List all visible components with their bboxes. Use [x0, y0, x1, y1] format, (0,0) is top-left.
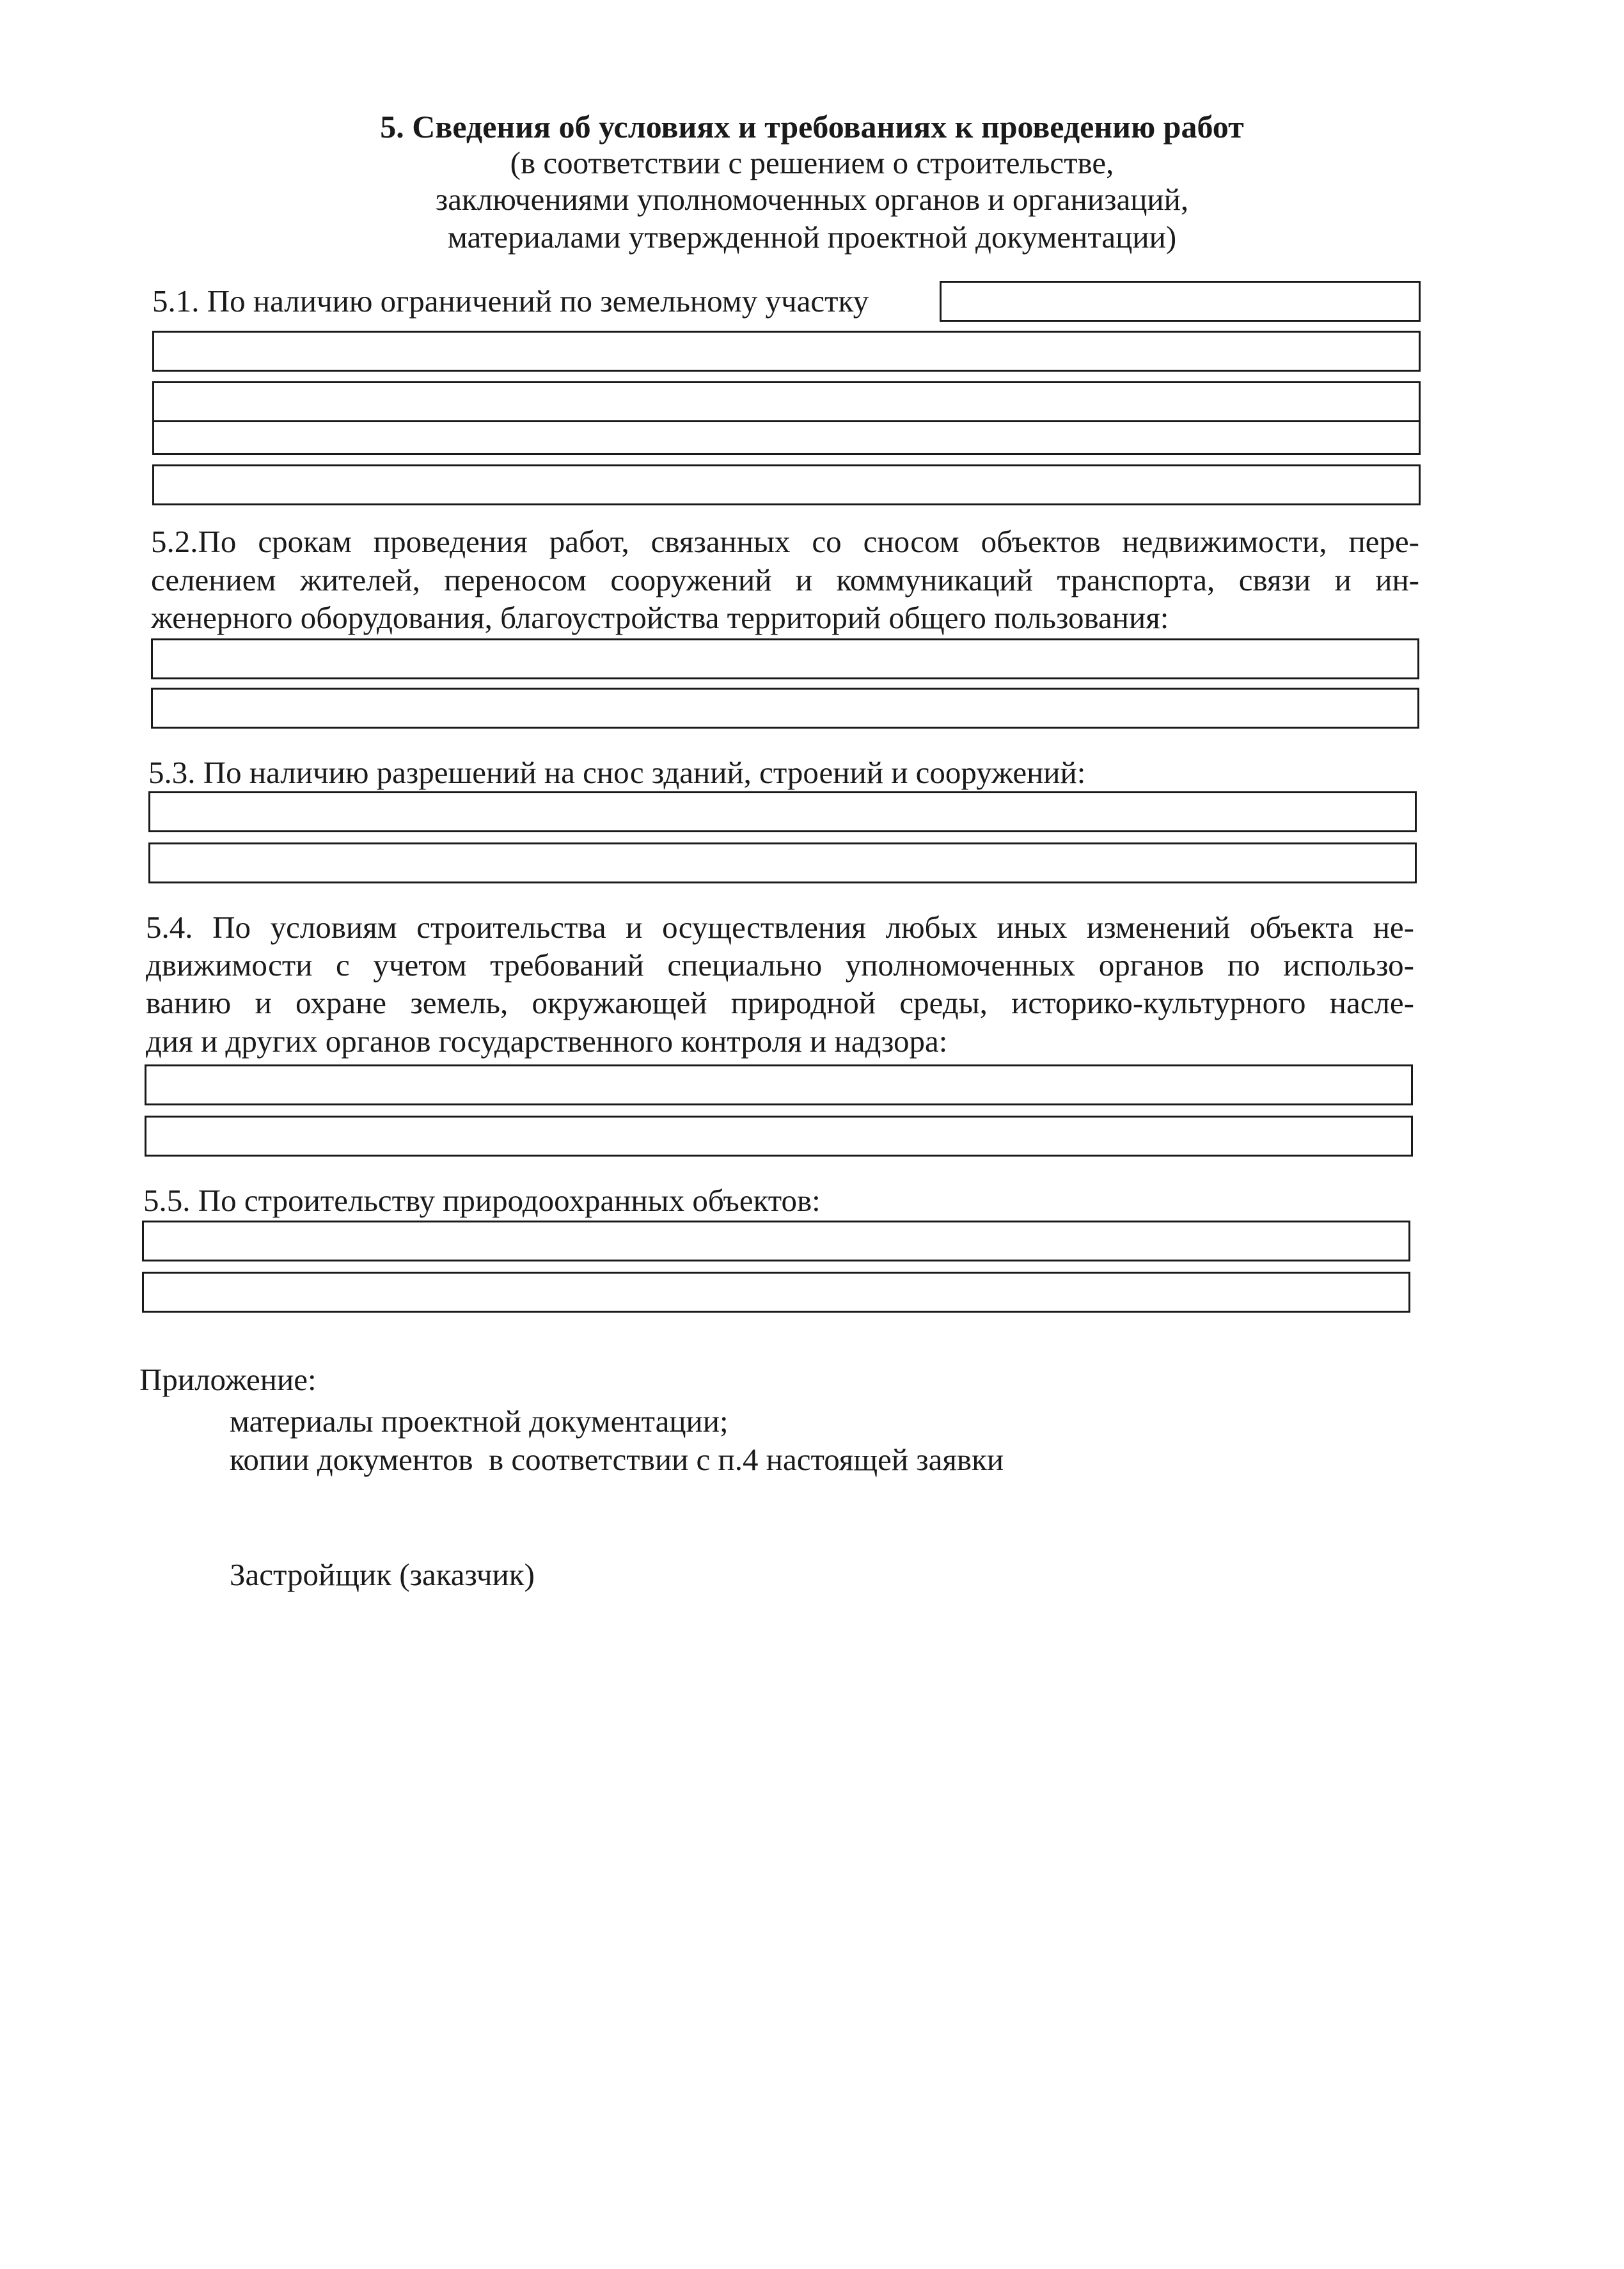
section-5-2-line-1: 5.2.По срокам проведения работ, связанных со сносом объектов недвижимости, пере-: [151, 524, 1419, 559]
section-5-5-field-2[interactable]: [142, 1272, 1410, 1313]
section-5-2-line-2: селением жителей, переносом сооружений и коммуникаций транспорта, связи и ин-: [151, 562, 1419, 597]
section-5-4-line-2: движимости с учетом требований специально уполномоченных органов по использо-: [146, 947, 1414, 983]
section-5-2-line-3: женерного оборудования, благоустройства территорий общего пользования:: [151, 600, 1169, 635]
section-5-5-label: 5.5. По строительству природоохранных объектов:: [143, 1183, 821, 1218]
section-5-1-field-4[interactable]: [152, 464, 1421, 505]
section-5-1-label: 5.1. По наличию ограничений по земельному участку: [152, 283, 869, 319]
appendix-label: Приложение:: [139, 1362, 317, 1397]
section-5-4-line-3: ванию и охране земель, окружающей природной среды, историко-культурного насле-: [146, 985, 1414, 1020]
section-title: 5. Сведения об условиях и требованиях к проведению работ: [380, 109, 1244, 145]
section-5-1-field-inline[interactable]: [940, 281, 1421, 322]
subtitle-line-1: (в соответствии с решением о строительстве,: [510, 145, 1114, 180]
subtitle-line-3: материалами утвержденной проектной документации): [447, 219, 1177, 255]
section-5-2-field-2[interactable]: [151, 688, 1419, 729]
section-5-1-field-2[interactable]: [152, 381, 1421, 422]
section-5-3-field-2[interactable]: [148, 842, 1417, 883]
section-5-1-field-3[interactable]: [152, 420, 1421, 455]
section-5-3-field-1[interactable]: [148, 791, 1417, 832]
signature-label: Застройщик (заказчик): [230, 1557, 535, 1592]
appendix-item-2: копии документов в соответствии с п.4 настоящей заявки: [230, 1442, 1004, 1477]
section-5-2-field-1[interactable]: [151, 638, 1419, 679]
section-5-3-label: 5.3. По наличию разрешений на снос зданий, строений и сооружений:: [148, 755, 1086, 790]
section-5-1-field-1[interactable]: [152, 331, 1421, 372]
section-5-5-field-1[interactable]: [142, 1221, 1410, 1261]
section-5-4-field-1[interactable]: [145, 1064, 1413, 1105]
section-5-4-line-1: 5.4. По условиям строительства и осуществления любых иных изменений объекта не-: [146, 910, 1414, 945]
appendix-item-1: материалы проектной документации;: [230, 1403, 729, 1439]
section-5-4-field-2[interactable]: [145, 1116, 1413, 1157]
subtitle-line-2: заключениями уполномоченных органов и организаций,: [435, 182, 1189, 217]
section-5-4-line-4: дия и других органов государственного контроля и надзора:: [146, 1024, 948, 1059]
